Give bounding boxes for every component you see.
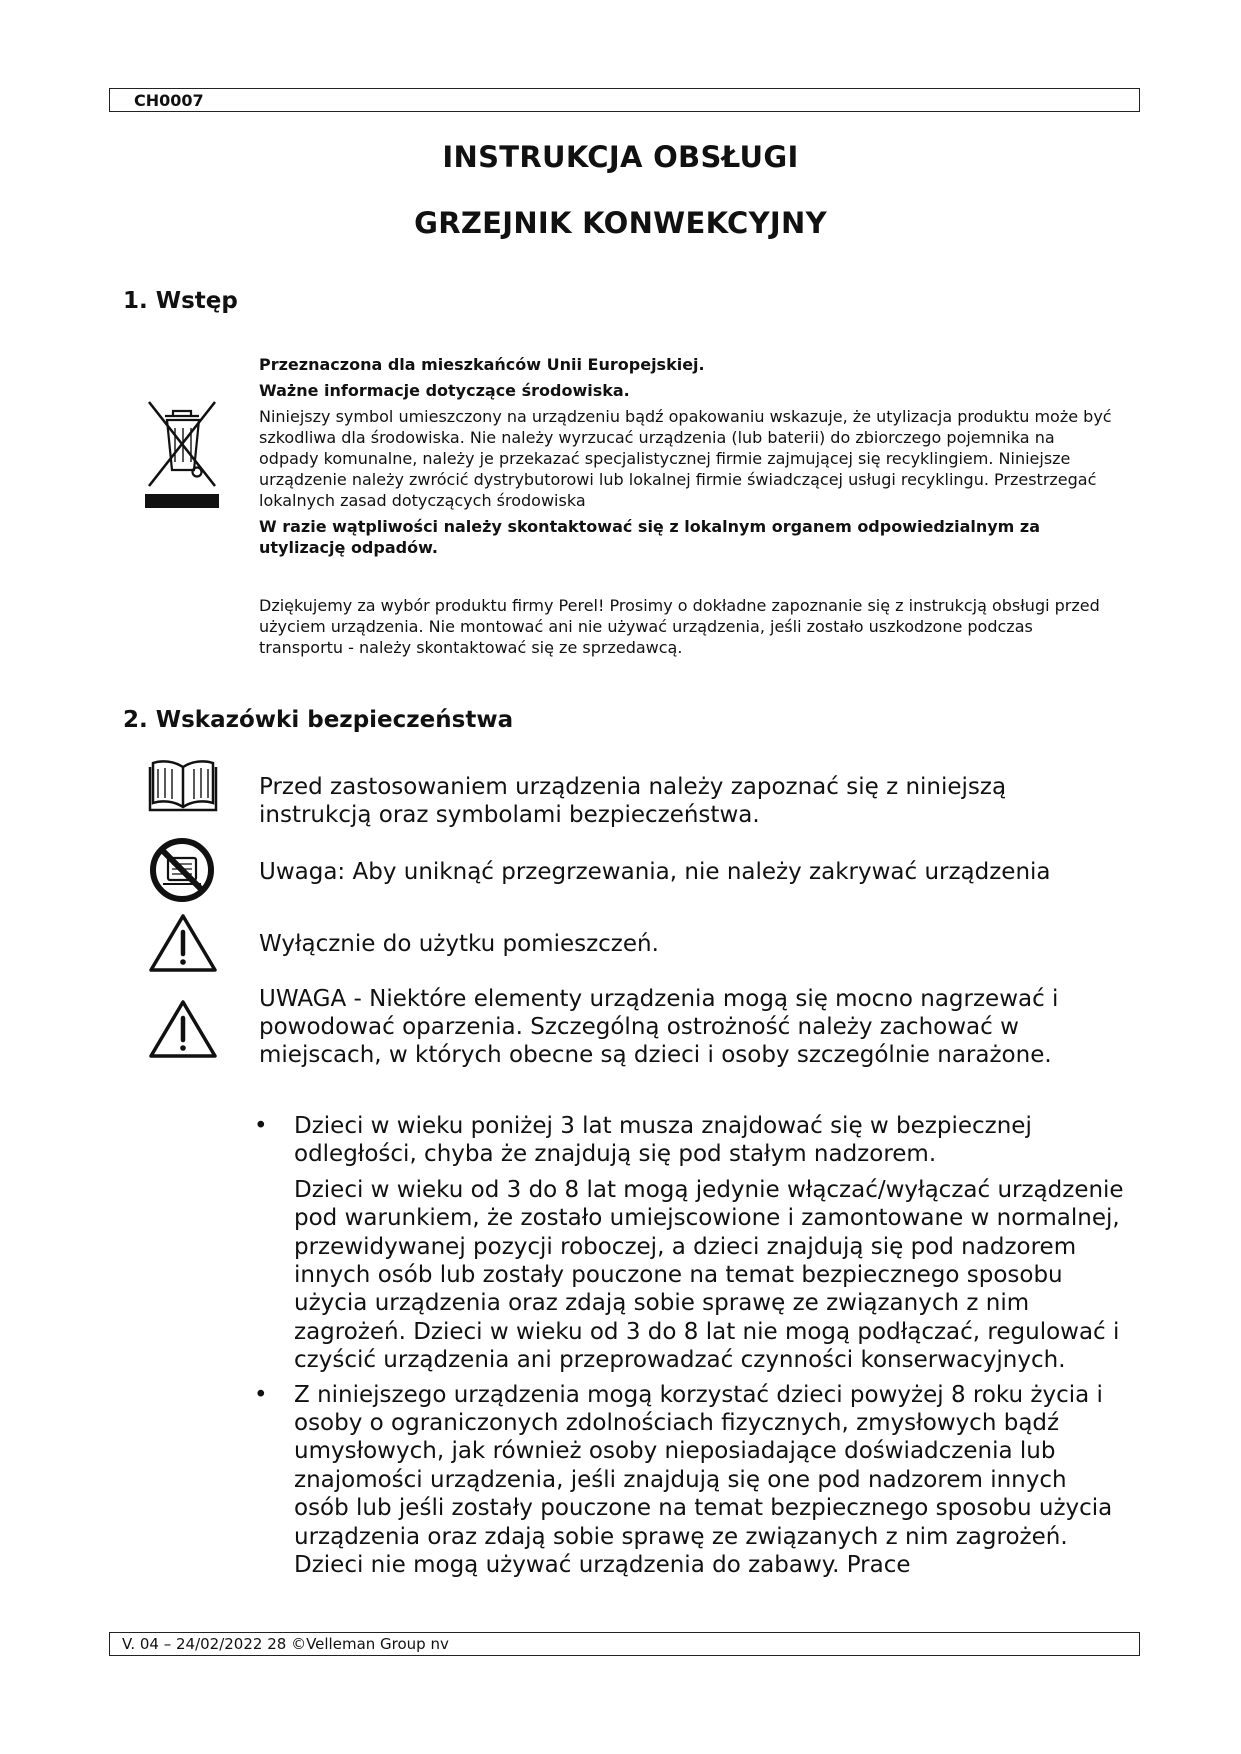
children-3-to-8-text: Dzieci w wieku od 3 do 8 lat mogą jedynie włączać/wyłączać urządzenie pod warunkiem, że zostało umiejscowione i zamontowane w normalnej, przewidywanej pozycji roboczej, a dzieci znajdują się pod nadzorem innych osób lub zostały pouczone na temat bezpiecznego sposobu użycia urządzenia oraz zdają sobie sprawę ze związanych z nim zagrożeń. Dzieci w wieku od 3 do 8 lat nie mogą podłączać, regulować i czyścić urządzenia ani przeprowadzać czynności konserwacyjnych. <box>294 1176 1124 1374</box>
model-code: CH0007 <box>134 91 204 110</box>
thank-you-paragraph: Dziękujemy za wybór produktu firmy Perel! Prosimy o dokładne zapoznanie się z instrukcją obsługi przed użyciem urządzenia. Nie montować ani nie używać urządzenia, jeśli zostało uszkodzone podczas transportu - należy skontaktować się ze sprzedawcą. <box>259 596 1100 657</box>
hot-surface-warning-icon <box>148 998 218 1060</box>
indoor-use-text: Wyłącznie do użytku pomieszczeń. <box>259 931 659 957</box>
eu-residents-note: Przeznaczona dla mieszkańców Unii Europejskiej. <box>259 355 705 374</box>
do-not-cover-icon <box>148 836 216 904</box>
list-item <box>254 1112 1124 1375</box>
bullet-marker: • <box>254 1381 268 1408</box>
weee-bin-icon <box>143 398 221 513</box>
footer-box <box>109 1632 1140 1656</box>
section-heading-intro: 1. Wstęp <box>123 288 238 314</box>
intro-block <box>259 354 1119 658</box>
footer-version: V. 04 – 24/02/2022 28 ©Velleman Group nv <box>122 1635 449 1653</box>
section-heading-safety: 2. Wskazówki bezpieczeństwa <box>123 707 514 733</box>
contact-authority-note: W razie wątpliwości należy skontaktować się z lokalnym organem odpowiedzialnym za utylizację odpadów. <box>259 517 1041 557</box>
children-under-3-text: Dzieci w wieku poniżej 3 lat musza znajdować się w bezpiecznej odległości, chyba że znajdują się pod stałym nadzorem. <box>294 1113 1032 1168</box>
read-manual-text: Przed zastosowaniem urządzenia należy zapoznać się z niniejszą instrukcją oraz symbolami bezpieczeństwa. <box>259 774 1007 828</box>
do-not-cover-text: Uwaga: Aby uniknąć przegrzewania, nie należy zakrywać urządzenia <box>259 859 1051 885</box>
header-box <box>109 88 1140 112</box>
list-item <box>254 1381 1124 1580</box>
hot-surface-text: UWAGA - Niektóre elementy urządzenia mogą się mocno nagrzewać i powodować oparzenia. Szczególną ostrożność należy zachować w miejscach, w których obecne są dzieci i osoby szczególnie narażone. <box>259 986 1059 1068</box>
document-subtitle: GRZEJNIK KONWEKCYJNY <box>414 206 827 240</box>
warning-triangle-icon <box>148 912 218 974</box>
manual-book-icon <box>148 757 218 815</box>
weee-paragraph: Niniejszy symbol umieszczony na urządzeniu bądź opakowaniu wskazuje, że utylizacja produktu może być szkodliwa dla środowiska. Nie należy wyrzucać urządzenia (lub baterii) do zbiorczego pojemnika na odpady komunalne, należy je przekazać specjalistycznej firmie zajmującej się recyklingiem. Niniejsze urządzenie należy zwrócić dystrybutorowi lub lokalnej firmie świadczącej usługi recyklingu. Przestrzegać lokalnych zasad dotyczących środowiska <box>259 407 1112 510</box>
safety-bullet-list <box>254 1112 1124 1580</box>
document-title: INSTRUKCJA OBSŁUGI <box>442 140 799 174</box>
environment-heading: Ważne informacje dotyczące środowiska. <box>259 381 630 400</box>
bullet-marker: • <box>254 1113 268 1139</box>
children-over-8-text: Z niniejszego urządzenia mogą korzystać dzieci powyżej 8 roku życia i osoby o ograniczonych zdolnościach fizycznych, zmysłowych bądź umysłowych, jak również osoby nieposiadające doświadczenia lub znajomości urządzenia, jeśli znajdują się one pod nadzorem innych osób lub jeśli zostały pouczone na temat bezpiecznego sposobu użycia urządzenia oraz zdają sobie sprawę ze związanych z nim zagrożeń. Dzieci nie mogą używać urządzenia do zabawy. Prace <box>294 1381 1113 1579</box>
